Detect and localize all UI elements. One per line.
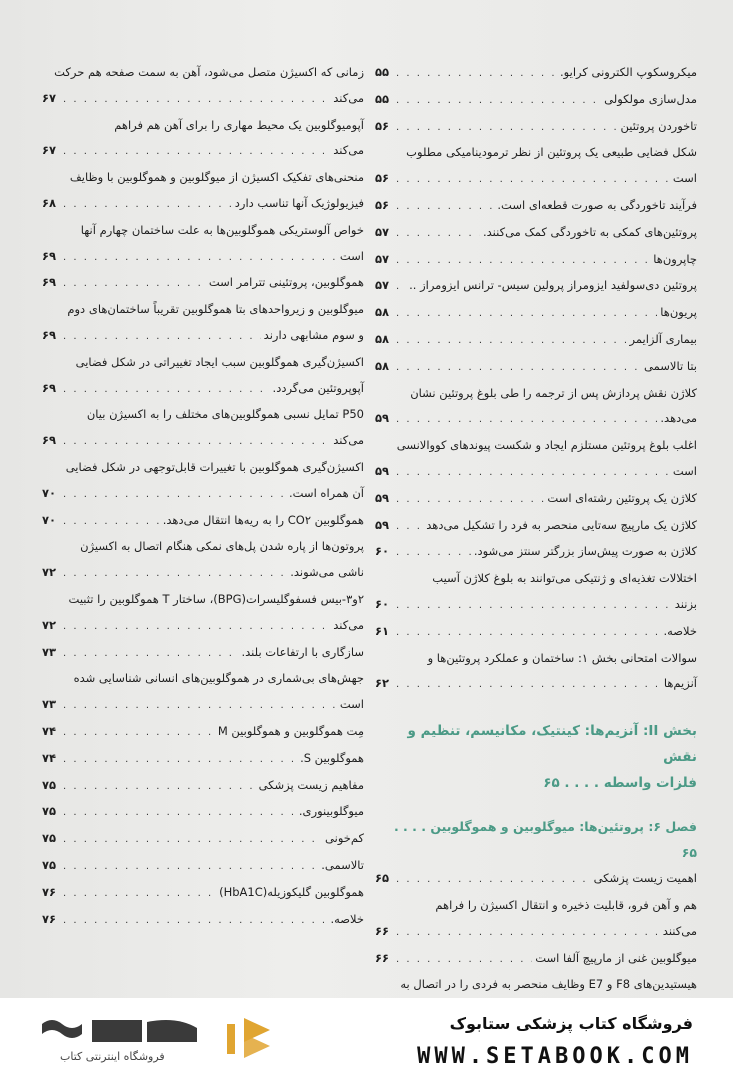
page-number: ۵۶ <box>375 197 390 212</box>
toc-entry[interactable] <box>375 114 697 141</box>
toc-entry-text: بزنند <box>674 596 697 611</box>
dot-leader <box>396 920 660 946</box>
dot-leader <box>396 672 661 698</box>
toc-entry[interactable] <box>42 297 364 350</box>
page-number: ۶۶ <box>375 950 390 965</box>
page-number: ۷۵ <box>42 831 57 846</box>
dot-leader <box>63 192 232 218</box>
page-number: ۵۵ <box>375 65 390 79</box>
toc-entry[interactable] <box>42 799 364 826</box>
toc-entry-text: هم و آهن فرو، قابلیت ذخیره و انتقال اکسیژن را فراهم <box>435 897 697 912</box>
toc-entry-text: هیستیدین‌های F8 و E7 وظایف منحصر به فردی را در اتصال به <box>400 977 697 992</box>
page-number: ۶۰ <box>375 596 390 611</box>
page-number: ۶۹ <box>42 327 57 342</box>
toc-entry[interactable] <box>42 826 364 853</box>
toc-entry-text: کم‌خونی <box>325 831 364 846</box>
page-number: ۶۷ <box>42 143 57 158</box>
dot-leader <box>396 947 532 973</box>
dot-leader <box>396 487 544 513</box>
page-number: ۷۶ <box>42 884 57 899</box>
toc-entry[interactable] <box>42 270 364 297</box>
dot-leader <box>63 747 297 773</box>
toc-entry[interactable] <box>42 880 364 907</box>
toc-entry[interactable] <box>375 486 697 513</box>
toc-entry[interactable] <box>42 60 364 113</box>
page-number: ۷۲ <box>42 617 57 632</box>
section-heading-line2: فلزات واسطه . . . . ۶۵ <box>543 775 697 792</box>
toc-entry-text: هموگلوبین CO۲ را به ریه‌ها انتقال می‌دهد. <box>162 512 364 527</box>
toc-entry[interactable] <box>375 220 697 247</box>
toc-entry-text: پریون‌ها <box>660 305 697 320</box>
page-number: ۵۸ <box>375 331 390 346</box>
toc-entry[interactable] <box>42 746 364 773</box>
watermark-footer <box>0 998 733 1080</box>
toc-entry-text: اغلب بلوغ پروتئین مستلزم ایجاد و شکست پیوندهای کووالانسی <box>396 438 697 453</box>
toc-entry-text: می‌کند <box>333 143 364 158</box>
page-number: ۷۴ <box>42 750 57 765</box>
page-number: ۶۸ <box>42 195 57 210</box>
toc-entry-text: آپومیوگلوبین یک محیط مهاری را برای آهن هم فراهم <box>114 117 364 132</box>
dot-leader <box>396 301 657 327</box>
toc-right-column <box>375 60 697 998</box>
dot-leader <box>63 854 318 880</box>
toc-entry-text: جهش‌های بی‌شماری در هموگلوبین‌های انسانی شناسایی شده <box>73 671 364 686</box>
page-number: ۷۴ <box>42 723 57 738</box>
page-number: ۵۶ <box>375 118 390 133</box>
toc-entry-text: می‌کند <box>333 433 364 448</box>
dot-leader <box>396 167 670 193</box>
dot-leader <box>396 274 406 300</box>
toc-entry[interactable] <box>375 619 697 646</box>
page-number: ۶۰ <box>375 544 390 559</box>
toc-entry[interactable] <box>375 87 697 114</box>
toc-entry-text: است <box>672 463 697 478</box>
toc-entry[interactable] <box>375 327 697 354</box>
toc-entry-text: کلاژن نقش پردازش پس از ترجمه را طی بلوغ پروتئین نشان <box>410 385 697 400</box>
dot-leader <box>63 87 330 113</box>
toc-entry[interactable] <box>375 566 697 619</box>
toc-entry[interactable] <box>375 354 697 381</box>
page-number: ۷۳ <box>42 644 57 659</box>
page-number: ۵۹ <box>375 490 390 505</box>
dot-leader <box>396 867 591 893</box>
toc-entry-text: می‌کند <box>333 617 364 632</box>
toc-entry-text: هموگلوبین گلیکوزیله(HbA1C) <box>219 884 364 899</box>
dot-leader <box>396 620 660 646</box>
toc-entry[interactable] <box>375 381 697 434</box>
toc-entry[interactable] <box>375 140 697 193</box>
chapter-heading[interactable] <box>375 814 697 866</box>
toc-entry-text: هموگلوبین، پروتئینی تترامر است <box>208 275 364 290</box>
dot-leader <box>396 540 471 566</box>
dot-leader <box>63 908 327 934</box>
toc-entry[interactable] <box>42 666 364 719</box>
toc-entry[interactable] <box>375 193 697 220</box>
page-number: ۶۲ <box>375 676 390 691</box>
page-number: ۶۹ <box>42 248 57 263</box>
toc-entry[interactable] <box>42 218 364 271</box>
dot-leader <box>396 194 494 220</box>
chapter-title: فصل ۶: پروتئین‌ها: میوگلوبین و هموگلوبین <box>430 819 697 835</box>
toc-entry[interactable] <box>375 539 697 566</box>
toc-entry-text: پروتئین دی‌سولفید ایزومراز پرولین سیس- ترانس ایزومراز .. <box>409 278 697 293</box>
toc-entry-text: میکروسکوپ الکترونی کرایو. <box>560 65 697 79</box>
toc-entry-text: سوالات امتحانی بخش ۱: ساختمان و عملکرد پروتئین‌ها و <box>427 650 697 665</box>
dot-leader <box>63 245 337 271</box>
toc-entry-text: پروتون‌ها از پاره شدن پل‌های نمکی هنگام اتصال به اکسیژن <box>80 539 364 554</box>
toc-entry[interactable] <box>375 646 697 699</box>
toc-entry[interactable] <box>42 853 364 880</box>
toc-entry[interactable] <box>375 866 697 893</box>
page-number: ۷۰ <box>42 485 57 500</box>
store-url[interactable]: WWW.SETABOOK.COM <box>417 1044 693 1069</box>
toc-entry-text: می‌دهد. <box>660 411 697 426</box>
chapter-page: ۶۵ <box>681 845 697 861</box>
toc-entry-text: ناشی می‌شوند. <box>290 565 364 580</box>
dot-leader <box>63 881 216 907</box>
page-number: ۷۵ <box>42 777 57 792</box>
toc-entry[interactable] <box>42 534 364 587</box>
toc-entry[interactable] <box>42 402 364 455</box>
toc-entry-text: تاخوردن پروتئین <box>620 118 697 133</box>
toc-entry[interactable] <box>375 513 697 540</box>
page-number: ۵۸ <box>375 305 390 320</box>
toc-entry[interactable] <box>375 893 697 946</box>
dot-leader <box>63 800 296 826</box>
toc-entry[interactable] <box>375 433 697 486</box>
toc-entry-text: میوگلوبینوری. <box>298 804 364 819</box>
page-number: ۵۵ <box>375 91 390 106</box>
page-number: ۵۹ <box>375 517 390 532</box>
toc-entry-text: خلاصه. <box>330 911 364 926</box>
dot-leader <box>63 827 322 853</box>
page-number: ۷۰ <box>42 512 57 527</box>
toc-entry-text: است <box>672 171 697 186</box>
toc-entry-text: است <box>339 248 364 263</box>
toc-entry[interactable] <box>42 640 364 667</box>
toc-entry-text: کلاژن به صورت پیش‌ساز بزرگتر سنتز می‌شود. <box>473 544 697 559</box>
toc-entry-text: پروتئین‌های کمکی به تاخوردگی کمک می‌کنند. <box>482 224 697 239</box>
toc-entry[interactable] <box>42 587 364 640</box>
toc-entry-text: زمانی که اکسیژن متصل می‌شود، آهن به سمت صفحه هم حرکت <box>54 65 364 79</box>
page-number: ۶۹ <box>42 433 57 448</box>
toc-entry-text: خلاصه. <box>663 623 697 638</box>
toc-entry-text: کلاژن یک مارپیچ سه‌تایی منحصر به فرد را تشکیل می‌دهد <box>426 517 697 532</box>
page-number: ۷۶ <box>42 911 57 926</box>
toc-entry-text: مدل‌سازی مولکولی <box>604 91 697 106</box>
page-number: ۵۷ <box>375 278 390 293</box>
dot-leader <box>396 248 650 274</box>
dot-leader <box>396 407 657 433</box>
dot-leader <box>396 61 557 87</box>
toc-entry[interactable] <box>375 247 697 274</box>
toc-entry-text: سازگاری با ارتفاعات بلند. <box>241 644 364 659</box>
section-heading-line1: بخش II: آنزیم‌ها: کینتیک، مکانیسم، تنظیم و نقش <box>407 723 697 766</box>
dot-leader <box>396 221 480 247</box>
toc-entry[interactable] <box>375 300 697 327</box>
toc-entry-text: مفاهیم زیست پزشکی <box>258 777 364 792</box>
page-number: ۶۷ <box>42 90 57 105</box>
toc-entry-text: بیماری آلزایمر <box>629 331 697 346</box>
toc-entry-text: کلاژن یک پروتئین رشته‌ای است <box>547 490 697 505</box>
toc-entry-text: اهمیت زیست پزشکی <box>593 871 697 886</box>
dot-leader <box>63 614 330 640</box>
page-number: ۵۷ <box>375 251 390 266</box>
toc-entry-text: ۲و۳-بیس فسفوگلیسرات(BPG)، ساختار T هموگلوبین را تثبیت <box>68 591 364 606</box>
toc-entry[interactable] <box>42 113 364 166</box>
page-number: ۵۷ <box>375 224 390 239</box>
dot-leader <box>396 593 672 619</box>
page-number: ۵۶ <box>375 171 390 186</box>
toc-entry-text: هموگلوبین S. <box>300 750 364 765</box>
toc-entry[interactable] <box>375 273 697 300</box>
toc-entry-text: اکسیژن‌گیری هموگلوبین با تغییرات قابل‌توجهی در شکل فضایی <box>65 459 364 474</box>
toc-entry-text: فرآیند تاخوردگی به صورت قطعه‌ای است. <box>497 197 697 212</box>
toc-entry[interactable] <box>375 946 697 973</box>
dot-leader <box>63 139 330 165</box>
toc-entry[interactable] <box>375 972 697 998</box>
dot-leader <box>63 561 287 587</box>
toc-entry-text: تالاسمی. <box>321 857 364 872</box>
dot-leader <box>63 774 256 800</box>
dot-leader <box>396 115 617 141</box>
dot-leader <box>63 482 286 508</box>
toc-entry-text: میوگلوبین غنی از مارپیچ آلفا است <box>535 950 697 965</box>
page-number: ۵۸ <box>375 358 390 373</box>
chapter-dots: . . . . <box>393 819 431 835</box>
logo-tagline: فروشگاه اینترنتی کتاب <box>60 1050 165 1063</box>
section-page: ۶۵ <box>543 775 560 792</box>
toc-entry-text: چاپرون‌ها <box>653 251 697 266</box>
toc-entry[interactable] <box>42 773 364 800</box>
dot-leader <box>63 720 215 746</box>
toc-entry-text: می‌کنند <box>662 923 697 938</box>
page-number: ۷۳ <box>42 697 57 712</box>
dot-leader <box>63 641 238 667</box>
toc-entry-text: بتا تالاسمی <box>644 358 697 373</box>
toc-entry-text: مِت هموگلوبین و هموگلوبین M <box>217 723 364 738</box>
dot-leader <box>63 377 270 403</box>
toc-entry-text: آپوپروتئین می‌گردد. <box>272 380 364 395</box>
toc-entry-text: خواص آلوستریکی هموگلوبین‌ها به علت ساختمان چهارم آنها <box>80 222 364 237</box>
toc-entry-text: P50 تمایل نسبی هموگلوبین‌های مختلف را به اکسیژن بیان <box>86 407 364 422</box>
toc-left-column <box>42 60 364 933</box>
page-number: ۷۵ <box>42 857 57 872</box>
section-heading[interactable] <box>375 718 697 796</box>
toc-entry[interactable] <box>42 508 364 535</box>
toc-entry[interactable] <box>375 60 697 87</box>
toc-entry[interactable] <box>42 907 364 934</box>
page-number: ۷۲ <box>42 565 57 580</box>
toc-entry-text: است <box>339 697 364 712</box>
page-number: ۶۶ <box>375 923 390 938</box>
dot-leader <box>396 460 670 486</box>
toc-entry-text: منحنی‌های تفکیک اکسیژن از میوگلوبین و هموگلوبین با وظایف <box>69 170 364 185</box>
page-number: ۷۵ <box>42 804 57 819</box>
toc-entry[interactable] <box>42 719 364 746</box>
toc-entry-text: میوگلوبین و زیرواحدهای بتا هموگلوبین تقریباً ساختمان‌های دوم <box>67 302 364 317</box>
store-name: فروشگاه کتاب پزشکی ستابوک <box>449 1014 693 1033</box>
dot-leader <box>63 693 337 719</box>
dot-leader <box>63 324 261 350</box>
page-number: ۶۹ <box>42 380 57 395</box>
toc-entry[interactable] <box>42 350 364 403</box>
page-number: ۶۱ <box>375 623 390 638</box>
toc-entry-text: اکسیژن‌گیری هموگلوبین سبب ایجاد تغییراتی در شکل فضایی <box>75 354 364 369</box>
section-dots: . . . . <box>559 775 604 792</box>
dot-leader <box>63 429 330 455</box>
toc-entry-text: آنزیم‌ها <box>663 676 697 691</box>
dot-leader <box>396 328 627 354</box>
toc-entry-text: و سوم مشابهی دارند <box>263 327 364 342</box>
toc-entry-text: فیزیولوژیک آنها تناسب دارد <box>234 195 364 210</box>
dot-leader <box>396 355 641 381</box>
dot-leader <box>63 509 160 535</box>
toc-entry[interactable] <box>42 165 364 218</box>
toc-entry[interactable] <box>42 455 364 508</box>
page-number: ۶۹ <box>42 275 57 290</box>
dot-leader <box>63 271 206 297</box>
page-number: ۵۹ <box>375 411 390 426</box>
toc-entry-text: اختلالات تغذیه‌ای و ژنتیکی می‌توانند به بلوغ کلاژن آسیب <box>432 571 697 586</box>
dot-leader <box>396 88 601 114</box>
dot-leader <box>396 514 423 540</box>
page-number: ۶۵ <box>375 871 390 886</box>
toc-entry-text: می‌کند <box>333 90 364 105</box>
page-number: ۵۹ <box>375 463 390 478</box>
toc-entry-text: آن همراه است. <box>288 485 364 500</box>
toc-entry-text: شکل فضایی طبیعی یک پروتئین از نظر ترمودینامیکی مطلوب <box>406 145 697 160</box>
